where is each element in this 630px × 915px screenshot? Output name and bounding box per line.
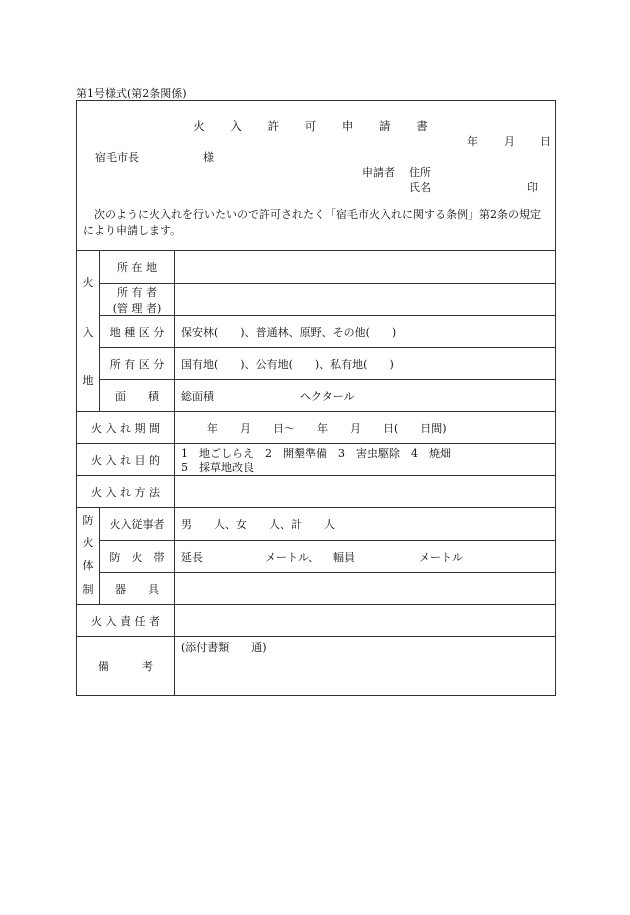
date-day: 日	[540, 135, 551, 148]
fire-prevention-char-1: 防	[82, 514, 94, 527]
fire-prevention-char-3: 体	[82, 559, 94, 572]
purpose-line-2: 5 採草地改良	[181, 461, 254, 474]
firebreak-length-unit: メートル、	[265, 551, 320, 564]
location-group-char-3: 地	[82, 374, 94, 387]
addressee-honorific: 様	[203, 151, 214, 164]
firebreak-width-label: 幅員	[333, 551, 355, 564]
applicant-name-label: 氏名	[409, 181, 431, 194]
equipment-label: 器 具	[115, 582, 159, 596]
applicant-label: 申請者	[362, 166, 395, 179]
purpose-label: 火 入 れ 目 的	[91, 453, 160, 467]
ownership-value: 国有地( )、公有地( )、私有地( )	[181, 358, 394, 371]
method-label: 火 入 れ 方 法	[91, 485, 160, 499]
date-month: 月	[504, 135, 515, 148]
firebreak-length-label: 延長	[181, 551, 203, 564]
responsible-label: 火 入 責 任 者	[91, 614, 160, 628]
seal-mark: 印	[527, 181, 538, 194]
area-prefix: 総面積	[181, 390, 214, 403]
intro-text: 次のように火入れを行いたいので許可されたく「宿毛市火入れに関する条例」第2条の規定により申請します。	[83, 208, 541, 237]
period-label: 火 入 れ 期 間	[91, 421, 160, 435]
applicant-address-label: 住所	[409, 166, 431, 179]
location-group-char-1: 火	[82, 276, 94, 289]
workers-label: 火入従事者	[109, 518, 165, 531]
land-type-value: 保安林( )、普通林、原野、その他( )	[181, 326, 397, 339]
column-line	[174, 250, 175, 695]
workers-value: 男 人、女 人、計 人	[181, 518, 335, 531]
period-value: 年 月 日～ 年 月 日( 日間)	[207, 422, 447, 435]
address-label: 所 在 地	[117, 260, 157, 274]
ownership-label: 所 有 区 分	[109, 357, 165, 371]
form-header-section	[77, 101, 555, 250]
form-title: 火 入 許 可 申 請 書	[193, 119, 439, 133]
addressee-name: 宿毛市長	[95, 151, 139, 164]
date-year: 年	[467, 135, 478, 148]
location-group-char-2: 入	[82, 326, 94, 339]
manager-label: (管 理 者)	[112, 302, 162, 315]
land-type-label: 地 種 区 分	[109, 325, 165, 339]
fire-prevention-char-2: 火	[82, 536, 94, 549]
form-table	[77, 250, 555, 695]
application-form	[76, 100, 556, 696]
owner-label: 所 有 者	[117, 286, 157, 299]
purpose-line-1: 1 地ごしらえ 2 開墾準備 3 害虫駆除 4 焼畑	[181, 447, 451, 460]
firebreak-label: 防 火 帯	[109, 550, 165, 564]
area-label: 面 積	[115, 389, 159, 403]
remarks-label: 備 考	[98, 660, 153, 673]
remarks-value: (添付書類 通)	[181, 641, 267, 654]
fire-prevention-char-4: 制	[82, 583, 94, 596]
form-number-label: 第1号様式(第2条関係)	[76, 87, 187, 100]
firebreak-width-unit: メートル	[419, 551, 463, 564]
area-unit: ヘクタール	[300, 390, 355, 403]
